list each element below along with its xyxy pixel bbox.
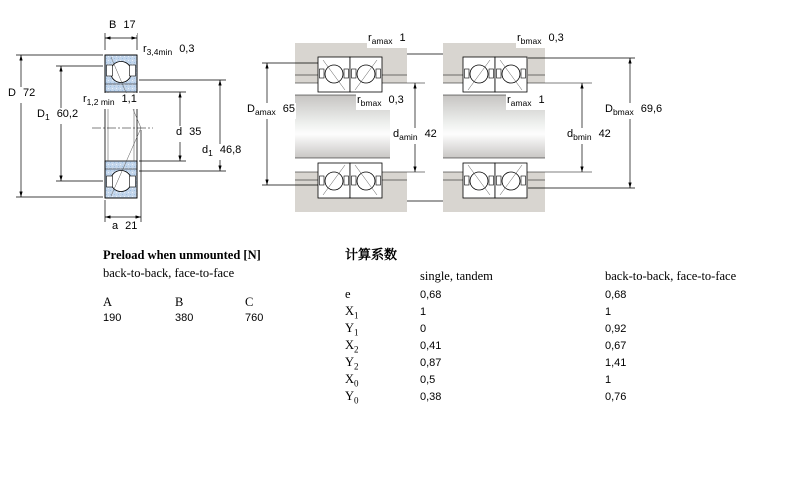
calc-value-single-Y2: 0,87 (420, 357, 442, 369)
calc-value-single-X0: 0,5 (420, 374, 436, 386)
calc-value-single-X2: 0,41 (420, 340, 442, 352)
preload-value-C: 760 (245, 312, 264, 324)
calc-value-paired-Y2: 1,41 (605, 357, 627, 369)
calc-value-paired-e: 0,68 (605, 289, 627, 301)
calc-value-paired-Y0: 0,76 (605, 391, 627, 403)
bearing-cross-section-figure (92, 55, 153, 198)
calc-row-label-Y2: $Y_2$ (345, 355, 359, 372)
dim-label-ramax-fig2: $r_{amax}$ 1 (368, 32, 406, 47)
calc-value-paired-X1: 1 (605, 306, 612, 318)
dim-label-r34min: $r_{3,4min}$ 0,3 (143, 43, 195, 58)
dim-label-r12min: $r_{1,2 min}$ 1,1 (83, 93, 137, 108)
dim-label-dbmin: $d_{bmin}$ 42 (567, 128, 611, 143)
preload-col-header-A: A (103, 295, 113, 309)
dim-label-a: a 21 (111, 220, 138, 236)
calc-value-single-Y1: 0 (420, 323, 427, 335)
dim-label-Damax: $D_{amax}$ 65 (247, 103, 295, 118)
preload-col-header-C: C (245, 295, 254, 309)
calc-value-paired-X2: 0,67 (605, 340, 627, 352)
dim-label-D1: $D_1$ 60,2 (37, 108, 79, 123)
dim-label-rbmax-fig3: $r_{bmax}$ 0,3 (517, 32, 564, 47)
preload-subtitle: back-to-back, face-to-face (103, 266, 235, 280)
calc-value-paired-Y1: 0,92 (605, 323, 627, 335)
calc-value-paired-X0: 1 (605, 374, 612, 386)
dim-label-d1: $d_1$ 46,8 (202, 144, 242, 159)
calc-row-label-X0: $X_0$ (345, 372, 359, 389)
preload-title: Preload when unmounted [N] (103, 248, 261, 262)
dim-label-Dbmax: $D_{bmax}$ 69,6 (605, 103, 663, 118)
calc-row-label-Y1: $Y_1$ (345, 321, 359, 338)
technical-drawing-area (0, 0, 800, 245)
preload-col-header-B: B (175, 295, 184, 309)
calc-title: 计算系数 (345, 247, 398, 262)
dim-label-damin: $d_{amin}$ 42 (393, 128, 437, 143)
calc-row-label-X1: $X_1$ (345, 304, 359, 321)
dim-label-ramax-fig3: $r_{amax}$ 1 (507, 94, 545, 109)
calc-row-label-Y0: $Y_0$ (345, 389, 359, 406)
calc-row-label-e: e (345, 287, 351, 301)
calc-header-back-to-back: back-to-back, face-to-face (605, 269, 737, 283)
dim-label-D: D 72 (7, 87, 36, 103)
calc-value-single-e: 0,68 (420, 289, 442, 301)
preload-value-B: 380 (175, 312, 194, 324)
preload-value-A: 190 (103, 312, 122, 324)
calc-value-single-X1: 1 (420, 306, 427, 318)
ball-top (111, 62, 132, 83)
dim-label-B: B 17 (108, 19, 137, 35)
dim-label-rbmax-fig2: $r_{bmax}$ 0,3 (357, 94, 404, 109)
calc-value-single-Y0: 0,38 (420, 391, 442, 403)
dim-label-d: d 35 (175, 126, 202, 142)
calc-header-single-tandem: single, tandem (420, 269, 493, 283)
calc-row-label-X2: $X_2$ (345, 338, 359, 355)
